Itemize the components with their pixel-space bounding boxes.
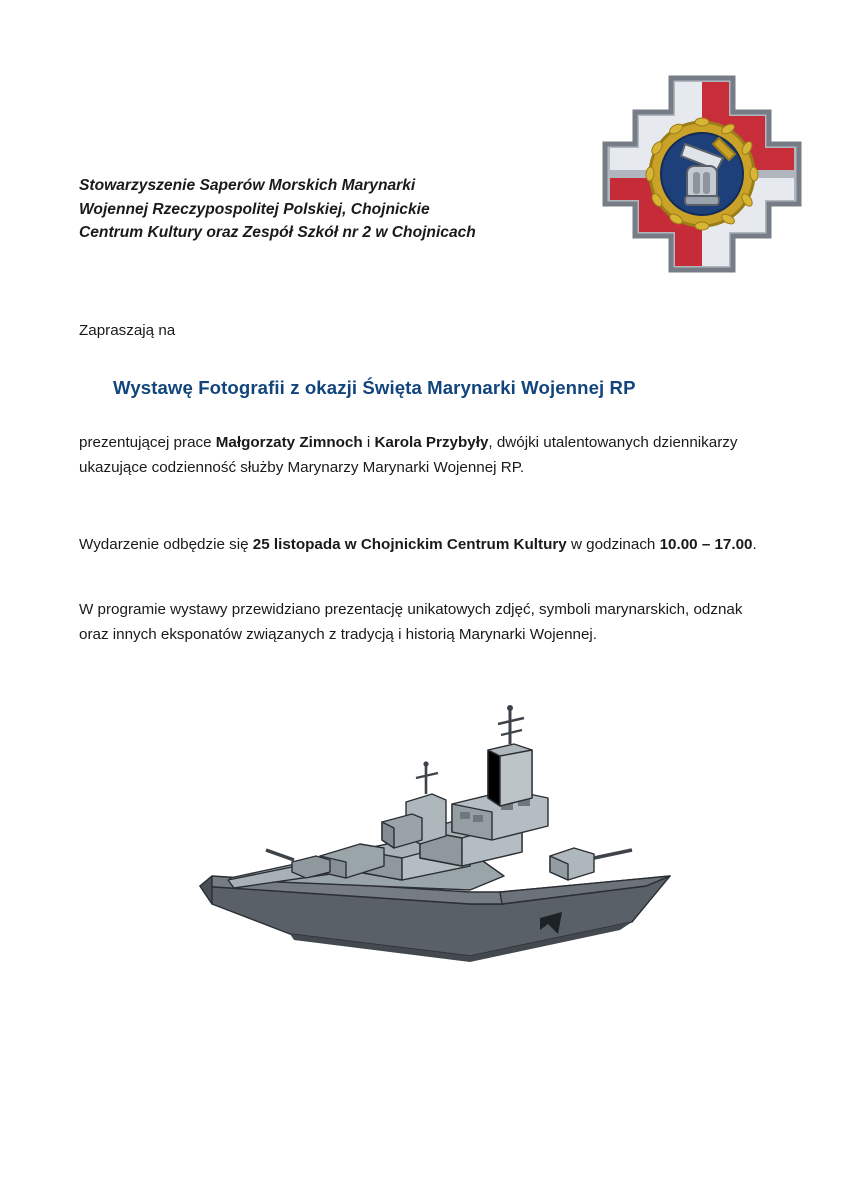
event-middle: w godzinach [566,536,660,553]
invite-line: Zapraszają na [79,322,176,339]
organizer-line-2: Wojennej Rzeczypospolitej Polskiej, Chojnickie [79,200,430,218]
warship-illustration [170,690,690,1000]
presenting-conjunction: i [362,434,375,451]
presenting-suffix: , dwójki utalentowanych dziennikarzy ukazujące codzienność służby Marynarzy Marynarki Wojennej RP. [79,434,738,476]
event-date-venue: 25 listopada w Chojnickim Centrum Kultury [252,536,567,553]
naval-sappers-association-emblem [601,74,803,274]
paragraph-presenting [79,431,759,481]
organizer-line-3: Centrum Kultury oraz Zespół Szkół nr 2 w Chojnicach [79,224,476,242]
paragraph-program: W programie wystawy przewidziano prezentację unikatowych zdjęć, symboli marynarskich, odznak oraz innych eksponatów związanych z tradycją i historią Marynarki Wojennej. [79,601,743,643]
organizer-line-1: Stowarzyszenie Saperów Morskich Marynarki [79,177,416,194]
exhibition-title: Wystawę Fotografii z okazji Święta Marynarki Wojennej RP [113,377,636,398]
paragraph-event [79,533,759,558]
event-hours: 10.00 – 17.00 [659,536,753,553]
organizers-block [79,174,579,245]
event-prefix: Wydarzenie odbędzie się [79,536,253,553]
author-one: Małgorzaty Zimnoch [215,434,363,451]
event-suffix: . [752,536,757,553]
author-two: Karola Przybyły [374,434,489,451]
presenting-prefix: prezentującej prace [79,434,216,451]
